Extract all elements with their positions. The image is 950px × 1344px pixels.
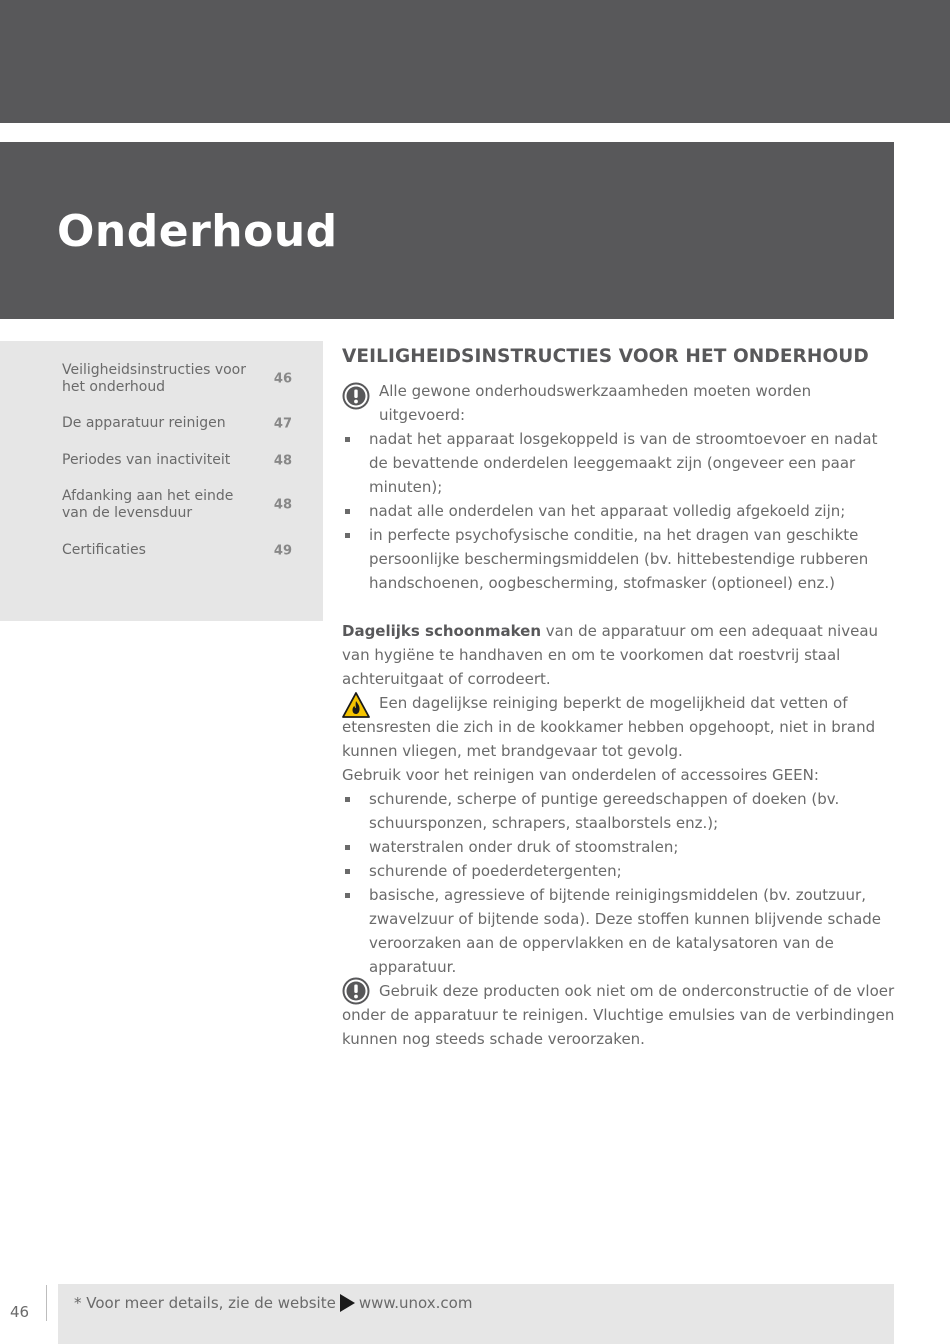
list-item: basische, agressieve of bijtende reinigingsmiddelen (bv. zoutzuur, zwavelzuur of bijtende soda). Deze stoffen kunnen blijvende schade veroorzaken aan de oppervlakken en de katalysatoren van de apparatuur. (342, 883, 898, 979)
final-warning-paragraph (342, 979, 898, 1051)
toc-item-label: Afdanking aan het einde van de levensduur (62, 488, 234, 521)
toc-item[interactable] (62, 362, 292, 396)
play-arrow-icon (340, 1294, 355, 1312)
fire-hazard-icon (342, 691, 370, 719)
do-not-use-bullet-list (342, 787, 898, 979)
toc-item-page: 47 (273, 416, 292, 431)
list-item: nadat het apparaat losgekoppeld is van de stroomtoevoer en nadat de bevattende onderdelen leeggemaakt zijn (ongeveer een paar minuten); (342, 427, 898, 499)
list-item: schurende, scherpe of puntige gereedschappen of doeken (bv. schuursponzen, schrapers, staalborstels enz.); (342, 787, 898, 835)
final-warning-text: Gebruik deze producten ook niet om de onderconstructie of de vloer onder de apparatuur te reinigen. Vluchtige emulsies van de verbindingen kunnen nog steeds schade veroorzaken. (342, 982, 895, 1048)
daily-cleaning-bold: Dagelijks schoonmaken (342, 622, 541, 640)
toc-item-label: De apparatuur reinigen (62, 415, 226, 431)
do-not-use-intro: Gebruik voor het reinigen van onderdelen of accessoires GEEN: (342, 766, 819, 784)
page-number-divider (46, 1285, 47, 1321)
table-of-contents (0, 341, 323, 621)
toc-item-page: 46 (273, 371, 292, 387)
list-item: schurende of poederdetergenten; (342, 859, 898, 883)
top-band (0, 0, 950, 123)
toc-item-label: Veiligheidsinstructies voor het onderhoud (62, 362, 246, 395)
footer-bar (58, 1284, 894, 1344)
website-link[interactable]: www.unox.com (358, 1294, 473, 1312)
intro-bullet-list (342, 427, 898, 595)
section-heading: VEILIGHEIDSINSTRUCTIES VOOR HET ONDERHOUD (342, 346, 869, 367)
fire-warning-text: Een dagelijkse reiniging beperkt de mogelijkheid dat vetten of etensresten die zich in de kookkamer hebben opgehoopt, niet in brand kunnen vliegen, met brandgevaar tot gevolg. (342, 694, 876, 760)
fire-warning-paragraph (342, 691, 898, 763)
page-title: Onderhoud (57, 206, 338, 257)
warning-text: Alle gewone onderhoudswerkzaamheden moeten worden uitgevoerd: (379, 382, 812, 424)
list-item: waterstralen onder druk of stoomstralen; (342, 835, 898, 859)
list-item: nadat alle onderdelen van het apparaat volledig afgekoeld zijn; (342, 499, 898, 523)
toc-item-page: 48 (273, 497, 292, 513)
toc-item[interactable] (62, 415, 292, 432)
daily-cleaning-paragraph (342, 619, 898, 691)
toc-item[interactable] (62, 542, 292, 559)
exclamation-icon (342, 382, 370, 410)
title-band (0, 142, 894, 319)
main-content (342, 346, 898, 1051)
list-item: in perfecte psychofysische conditie, na het dragen van geschikte persoonlijke beschermingsmiddelen (bv. hittebestendige rubberen handschoenen, oogbescherming, stofmasker (optioneel) enz.) (342, 523, 898, 595)
toc-item-page: 49 (273, 543, 292, 558)
warning-paragraph (342, 379, 898, 427)
toc-item-label: Certificaties (62, 542, 146, 558)
toc-item[interactable] (62, 488, 292, 522)
section-body (342, 379, 898, 1051)
daily-cleaning-text: van de apparatuur om een adequaat niveau van hygiëne te handhaven en om te voorkomen dat roestvrij staal achteruitgaat of corrodeert. (342, 622, 879, 688)
footer-note-text: * Voor meer details, zie de website (74, 1294, 336, 1312)
toc-item-label: Periodes van inactiviteit (62, 452, 231, 468)
page-number: 46 (10, 1303, 30, 1321)
exclamation-icon (342, 977, 370, 1005)
toc-item[interactable] (62, 452, 292, 469)
footer-note (74, 1294, 472, 1312)
toc-item-page: 48 (273, 453, 292, 468)
